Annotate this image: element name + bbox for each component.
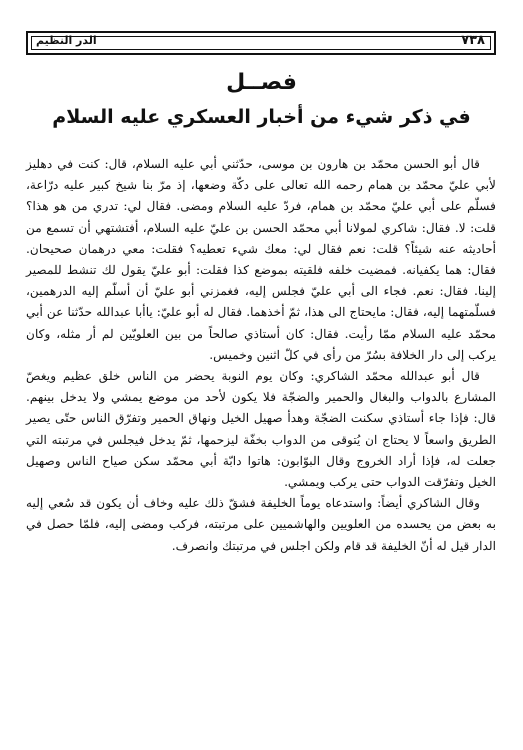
section-subtitle: في ذكر شيء من أخبار العسكري عليه السلام (52, 106, 471, 128)
body-text (26, 154, 496, 557)
paragraph-1: قال أبو الحسن محمّد بن هارون بن موسى، حدّثني أبي عليه السلام، قال: كنت في دهليز لأبي عليّ محمّد بن همام رحمه الله تعالى على دكّة وضعها، إذ مرّ بنا شيخ كبير عليه درّاعة، فسلّم على أبي عليّ محمّد بن همام، فردّ عليه السلام ومضى. فقال لي: تدري من هو هذا؟ قلت: لا. فقال: شاكري لمولانا أبي محمّد الحسن بن عليّ عليه السلام، أفتشتهي أن تسمع من أحاديثه عنه شيئاً؟ قلت: نعم فقال لي: معك شيء تعطيه؟ فقلت: معي درهمان صحيحان. فقال: هما يكفيانه. فمضيت خلفه فلقيته بموضع كذا فقلت: أبو عليّ يقول لك تنشط للمصير إلينا. فقال: نعم. فجاء الى أبي عليّ فجلس إليه، فغمزني أبو عليّ أن أسلّم إليه الدرهمين، فسلّمتهما إليه، فقال: مايحتاج الى هذا، ثمّ أخذهما. فقال له أبو عليّ: ياأبا عبدالله حدّثنا عن أبي محمّد عليه السلام ممّا رأيت. فقال: كان أستاذي صالحاً من بين العلويّين لم أر مثله، وكان يركب إلى دار الخلافة بسُرّ من رأى في كلّ اثنين وخميس. (26, 157, 496, 362)
section-title: فصــل (226, 70, 297, 95)
paragraph-3: وقال الشاكري أيضاً: واستدعاه يوماً الخليفة فشقّ ذلك عليه وخاف أن يكون قد سُعي إليه به بعض من يحسده من العلويين والهاشميين على مرتبته، فركب ومضى إليه، فلمّا حصل في الدار قيل له أنّ الخليفة قد قام ولكن اجلس في مرتبتك وانصرف. (26, 496, 496, 553)
header-inner-rule (31, 36, 491, 50)
paragraph-2: قال أبو عبدالله محمّد الشاكري: وكان يوم النوبة يحضر من الناس خلق عظيم ويغصّ المشارع بالدواب والبغال والحمير والضجّة فلا يكون لأحد من موضع يمشي ولا يدخل بينهم. قال: فإذا جاء أستاذي سكنت الضجّة وهدأ صهيل الخيل ونهاق الحمير وتفرّق الناس حتّى يصير الطريق واسعاً لا يحتاج ان يُتوقى من الدواب بخفّة ليزحمها، ثمّ يدخل فيجلس في مرتبته التي جعلت له، فإذا أراد الخروج وقال البوّابون: هاتوا دابّة أبي محمّد سكن صياح الناس وصهيل الخيل وتفرّقت الدواب حتى يركب ويمشي. (26, 369, 496, 490)
running-title: الدر النظيم (36, 34, 97, 47)
page-number: ٧٣٨ (461, 33, 485, 48)
